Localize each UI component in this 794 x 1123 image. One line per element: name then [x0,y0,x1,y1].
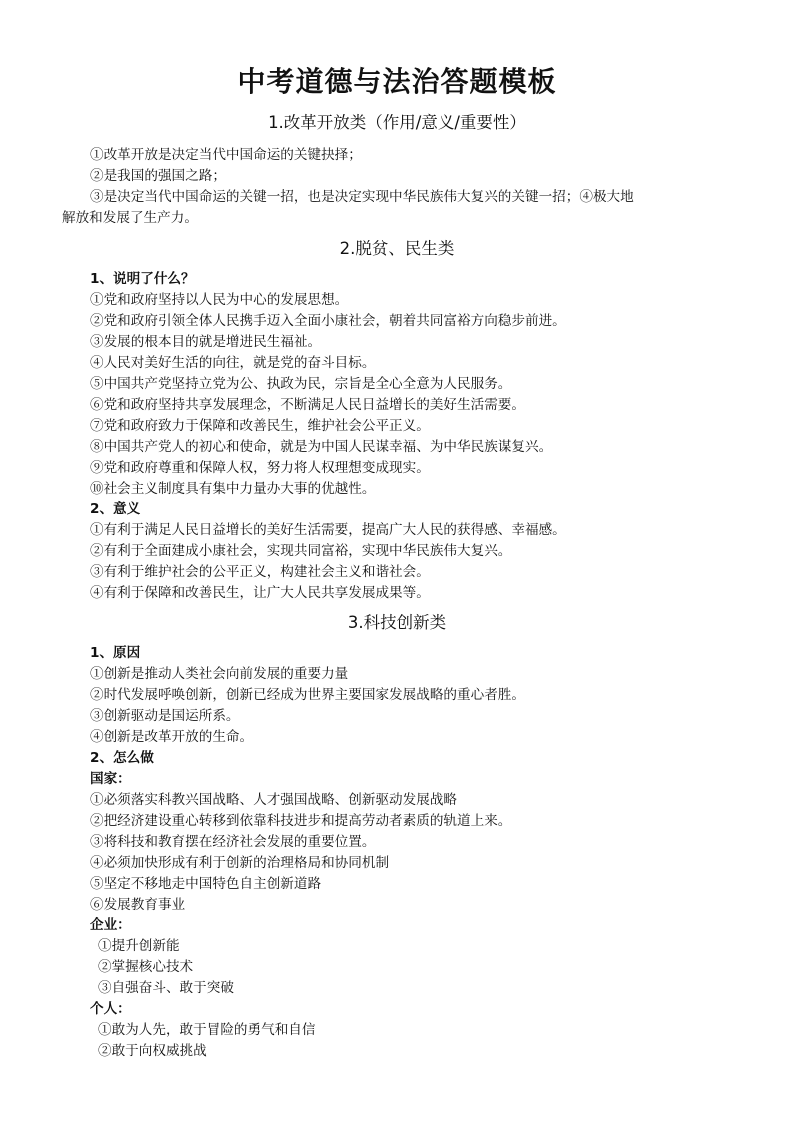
list-item: ⑤中国共产党坚持立党为公、执政为民，宗旨是全心全意为人民服务。 [90,376,512,392]
subheading: 2、怎么做 [90,750,154,766]
list-item: ⑨党和政府尊重和保障人权，努力将人权理想变成现实。 [90,460,430,476]
group-label-company: 企业： [90,917,131,933]
subheading: 1、原因 [90,645,141,661]
document-title: 中考道德与法治答题模板 [237,65,557,98]
list-item: ④有利于保障和改善民生，让广大人民共享发展成果等。 [90,585,430,601]
list-item: ①敢为人先，敢于冒险的勇气和自信 [98,1022,316,1038]
list-item: ②有利于全面建成小康社会，实现共同富裕，实现中华民族伟大复兴。 [90,543,512,559]
list-item: ③发展的根本目的就是增进民生福祉。 [90,334,322,350]
list-item: ⑦党和政府致力于保障和改善民生，维护社会公平正义。 [90,418,430,434]
list-item: ①党和政府坚持以人民为中心的发展思想。 [90,292,349,308]
list-item: ⑧中国共产党人的初心和使命，就是为中国人民谋幸福、为中华民族谋复兴。 [90,439,553,455]
paragraph-line: ②是我国的强国之路； [90,168,226,184]
list-item: ②把经济建设重心转移到依靠科技进步和提高劳动者素质的轨道上来。 [90,813,512,829]
list-item: ④必须加快形成有利于创新的治理格局和协同机制 [90,855,390,871]
group-label-person: 个人： [90,1001,131,1017]
list-item: ②党和政府引领全体人民携手迈入全面小康社会，朝着共同富裕方向稳步前进。 [90,313,566,329]
paragraph-line: ③是决定当代中国命运的关键一招，也是决定实现中华民族伟大复兴的关键一招；④极大地 [90,189,634,205]
list-item: ④创新是改革开放的生命。 [90,729,254,745]
list-item: ③有利于维护社会的公平正义，构建社会主义和谐社会。 [90,564,430,580]
group-label-country: 国家： [90,771,131,787]
list-item: ①创新是推动人类社会向前发展的重要力量 [90,666,349,682]
list-item: ①有利于满足人民日益增长的美好生活需要，提高广大人民的获得感、幸福感。 [90,522,566,538]
list-item: ⑥党和政府坚持共享发展理念，不断满足人民日益增长的美好生活需要。 [90,397,525,413]
section-heading-reform: 1.改革开放类（作用/意义/重要性） [268,113,526,132]
subheading: 1、说明了什么？ [90,271,195,287]
section-heading-innovation: 3.科技创新类 [347,613,447,632]
list-item: ③自强奋斗、敢于突破 [98,980,234,996]
list-item: ④人民对美好生活的向往，就是党的奋斗目标。 [90,355,376,371]
list-item: ②敢于向权威挑战 [98,1043,207,1059]
list-item: ①提升创新能 [98,938,180,954]
section-heading-poverty: 2.脱贫、民生类 [339,239,455,258]
list-item: ⑥发展教育事业 [90,897,186,913]
list-item: ⑩社会主义制度具有集中力量办大事的优越性。 [90,481,376,497]
list-item: ⑤坚定不移地走中国特色自主创新道路 [90,876,322,892]
list-item: ②时代发展呼唤创新，创新已经成为世界主要国家发展战略的重心者胜。 [90,687,525,703]
list-item: ②掌握核心技术 [98,959,194,975]
paragraph-line: 解放和发展了生产力。 [62,210,198,226]
subheading: 2、意义 [90,501,141,517]
list-item: ③将科技和教育摆在经济社会发展的重要位置。 [90,834,376,850]
paragraph-line: ①改革开放是决定当代中国命运的关键抉择； [90,147,362,163]
list-item: ③创新驱动是国运所系。 [90,708,240,724]
list-item: ①必须落实科教兴国战略、人才强国战略、创新驱动发展战略 [90,792,458,808]
